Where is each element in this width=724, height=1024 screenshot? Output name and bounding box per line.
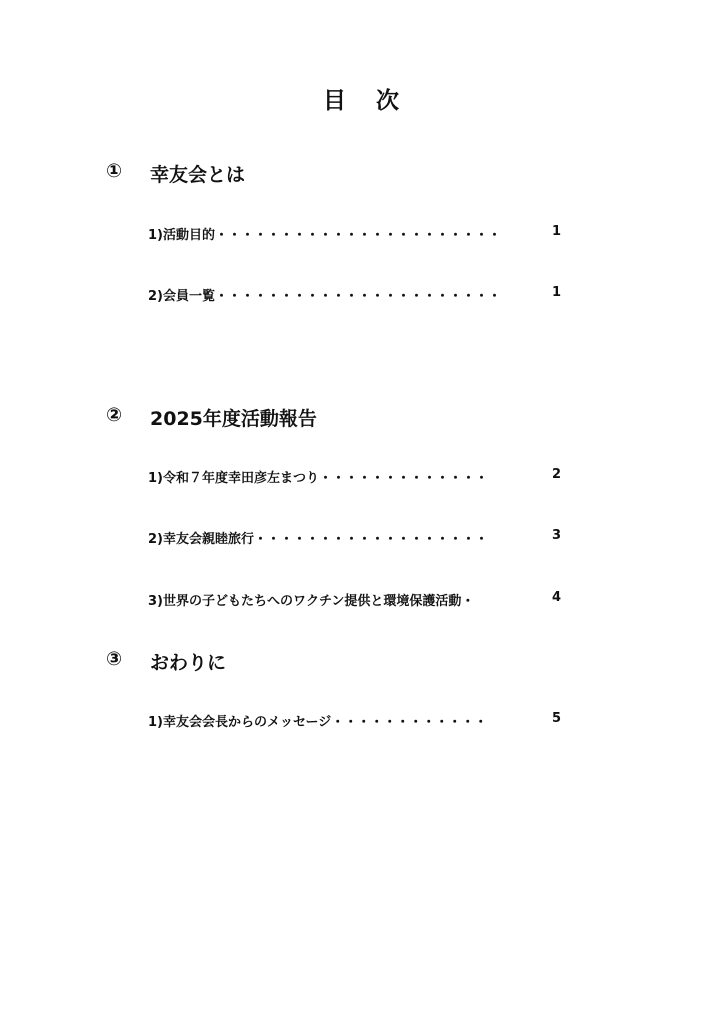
toc-entry[interactable] bbox=[148, 528, 568, 548]
section-number: ② bbox=[106, 404, 123, 426]
toc-entry-page: 3 bbox=[552, 528, 562, 543]
toc-entry-page: 1 bbox=[552, 224, 562, 239]
section-heading bbox=[0, 404, 724, 432]
section-heading bbox=[0, 648, 724, 676]
title-part-2: 次 bbox=[376, 88, 401, 114]
toc-entry-text: 1)幸友会会長からのメッセージ・・・・・・・・・・・・ bbox=[148, 715, 488, 730]
toc-entry-text: 1)令和７年度幸田彦左まつり・・・・・・・・・・・・・ bbox=[148, 471, 488, 486]
toc-entry-text: 1)活動目的・・・・・・・・・・・・・・・・・・・・・・ bbox=[148, 228, 501, 243]
toc-entry[interactable] bbox=[148, 711, 568, 731]
toc-entry-page: 4 bbox=[552, 590, 562, 605]
title-part-1: 目 bbox=[323, 88, 348, 114]
toc-entry[interactable] bbox=[148, 285, 568, 305]
toc-entry-text: 2)幸友会親睦旅行・・・・・・・・・・・・・・・・・・ bbox=[148, 532, 488, 547]
toc-entry[interactable] bbox=[148, 467, 568, 487]
toc-entry[interactable] bbox=[148, 224, 568, 244]
page-title bbox=[0, 82, 724, 115]
section-number: ③ bbox=[106, 648, 123, 670]
toc-entry[interactable] bbox=[148, 590, 568, 610]
section-title: 幸友会とは bbox=[150, 164, 246, 186]
toc-entry-page: 2 bbox=[552, 467, 562, 482]
toc-entry-page: 1 bbox=[552, 285, 562, 300]
toc-entry-page: 5 bbox=[552, 711, 562, 726]
section-heading bbox=[0, 160, 724, 188]
toc-entry-text: 3)世界の子どもたちへのワクチン提供と環境保護活動・ bbox=[148, 594, 475, 609]
toc-entry-text: 2)会員一覧・・・・・・・・・・・・・・・・・・・・・・ bbox=[148, 289, 501, 304]
section-title: 2025年度活動報告 bbox=[150, 408, 317, 430]
section-number: ① bbox=[106, 160, 123, 182]
section-title: おわりに bbox=[150, 652, 227, 674]
